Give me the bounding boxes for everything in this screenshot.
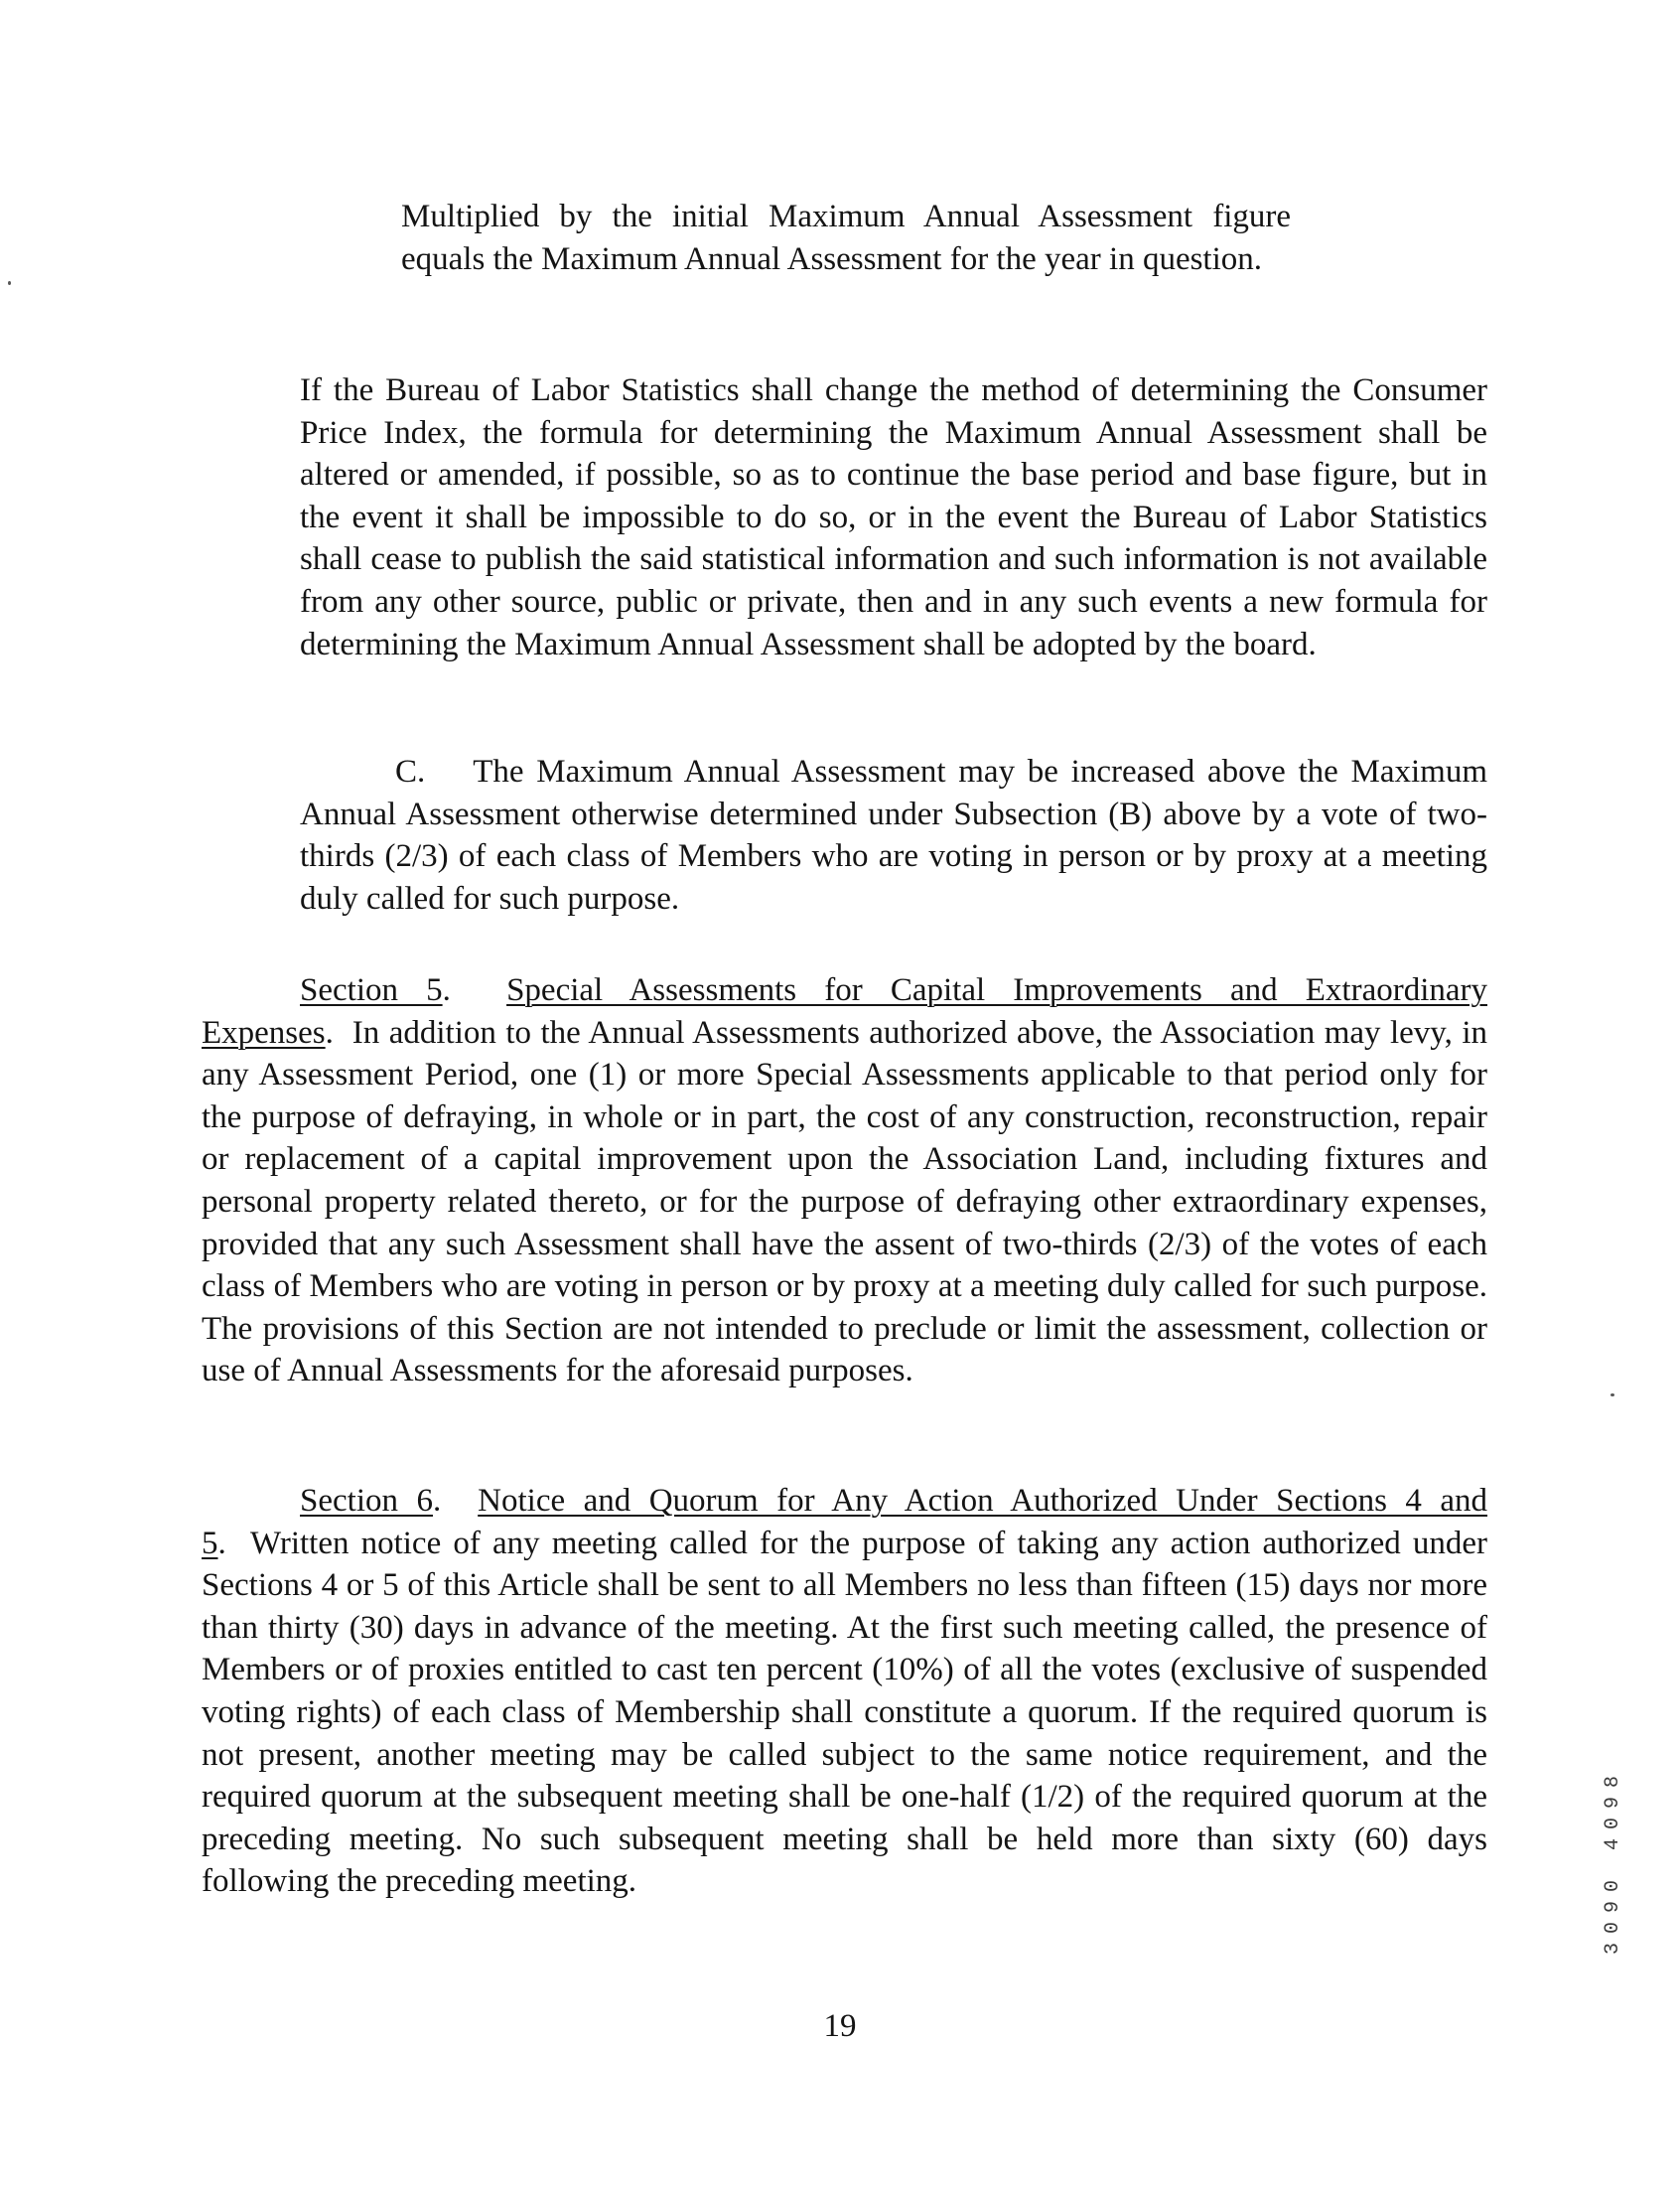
section-5-paragraph: Section 5. Special Assessments for Capital Improvements and Extraordinary Expenses. In addition to the Annual Assessments authorized above, the Association may levy, in any Assessment Period, one (1) or more Special Assessments applicable to that period only for the purpose of defraying, in whole or in part, the cost of any construction, reconstruction, repair or replacement of a capital improvement upon the Association Land, including fixtures and personal property related thereto, or for the purpose of defraying other extraordinary expenses, provided that any such Assessment shall have the assent of two-thirds (2/3) of the votes of each class of Members who are voting in person or by proxy at a meeting duly called for such purpose. The provisions of this Section are not intended to preclude or limit the assessment, collection or use of Annual Assessments for the aforesaid purposes. <box>202 972 1488 1389</box>
section-6-title: Notice and Quorum for Any Action Authorized Under Sections 4 and 5 <box>202 1483 1488 1561</box>
subsection-c-paragraph <box>300 751 1487 920</box>
subsection-c-text: The Maximum Annual Assessment may be increased above the Maximum Annual Assessment otherwise determined under Subsection (B) above by a vote of two-thirds (2/3) of each class of Members who are voting in person or by proxy at a meeting duly called for such purpose. <box>300 754 1487 917</box>
bureau-of-labor-statistics-paragraph: If the Bureau of Labor Statistics shall change the method of determining the Consumer Price Index, the formula for determining the Maximum Annual Assessment shall be altered or amended, if possible, so as to continue the base period and base figure, but in the event it shall be impossible to do so, or in the event the Bureau of Labor Statistics shall cease to publish the said statistical information and such information is not available from any other source, public or private, then and in any such events a new formula for determining the Maximum Annual Assessment shall be adopted by the board. <box>300 372 1487 662</box>
margin-recording-stamp <box>1601 1559 1624 1957</box>
margin-stamp-text: 3090 4098 <box>1602 1766 1624 1955</box>
subsection-c-label: C. <box>395 754 426 790</box>
section-5-number: Section 5 <box>300 972 443 1008</box>
scan-speck <box>8 281 11 285</box>
section-6-text: Written notice of any meeting called for the purpose of taking any action authorized under Sections 4 or 5 of this Article shall be sent to all Members no less than fifteen (15) days nor more than thirty (30) days in advance of the meeting. At the first such meeting called, the presence of Members or of proxies entitled to cast ten percent (10%) of all the votes (exclusive of suspended voting rights) of each class of Membership shall constitute a quorum. If the required quorum is not present, another meeting may be called subject to the same notice requirement, and the required quorum at the subsequent meeting shall be one-half (1/2) of the required quorum at the preceding meeting. No such subsequent meeting shall be held more than sixty (60) days following the preceding meeting. <box>202 1525 1487 1900</box>
section-6-number: Section 6 <box>300 1483 433 1519</box>
page-number: 19 <box>823 2008 857 2044</box>
section-6-paragraph: Section 6. Notice and Quorum for Any Action Authorized Under Sections 4 and 5. Written notice of any meeting called for the purpose of taking any action authorized under Sections 4 or 5 of this Article shall be sent to all Members no less than fifteen (15) days nor more than thirty (30) days in advance of the meeting. At the first such meeting called, the presence of Members or of proxies entitled to cast ten percent (10%) of all the votes (exclusive of suspended voting rights) of each class of Membership shall constitute a quorum. If the required quorum is not present, another meeting may be called subject to the same notice requirement, and the required quorum at the subsequent meeting shall be one-half (1/2) of the required quorum at the preceding meeting. No such subsequent meeting shall be held more than sixty (60) days following the preceding meeting. <box>202 1483 1488 1900</box>
section-5-title: Special Assessments for Capital Improvements and Extraordinary Expenses <box>202 972 1488 1051</box>
scan-speck <box>1610 1393 1614 1396</box>
formula-continuation-text: Multiplied by the initial Maximum Annual Assessment figure equals the Maximum Annual Assessment for the year in question. <box>401 199 1291 277</box>
section-5-text: In addition to the Annual Assessments authorized above, the Association may levy, in any Assessment Period, one (1) or more Special Assessments applicable to that period only for the purpose of defraying, in whole or in part, the cost of any construction, reconstruction, repair or replacement of a capital improvement upon the Association Land, including fixtures and personal property related thereto, or for the purpose of defraying other extraordinary expenses, provided that any such Assessment shall have the assent of two-thirds (2/3) of the votes of each class of Members who are voting in person or by proxy at a meeting duly called for such purpose. The provisions of this Section are not intended to preclude or limit the assessment, collection or use of Annual Assessments for the aforesaid purposes. <box>202 1014 1487 1389</box>
